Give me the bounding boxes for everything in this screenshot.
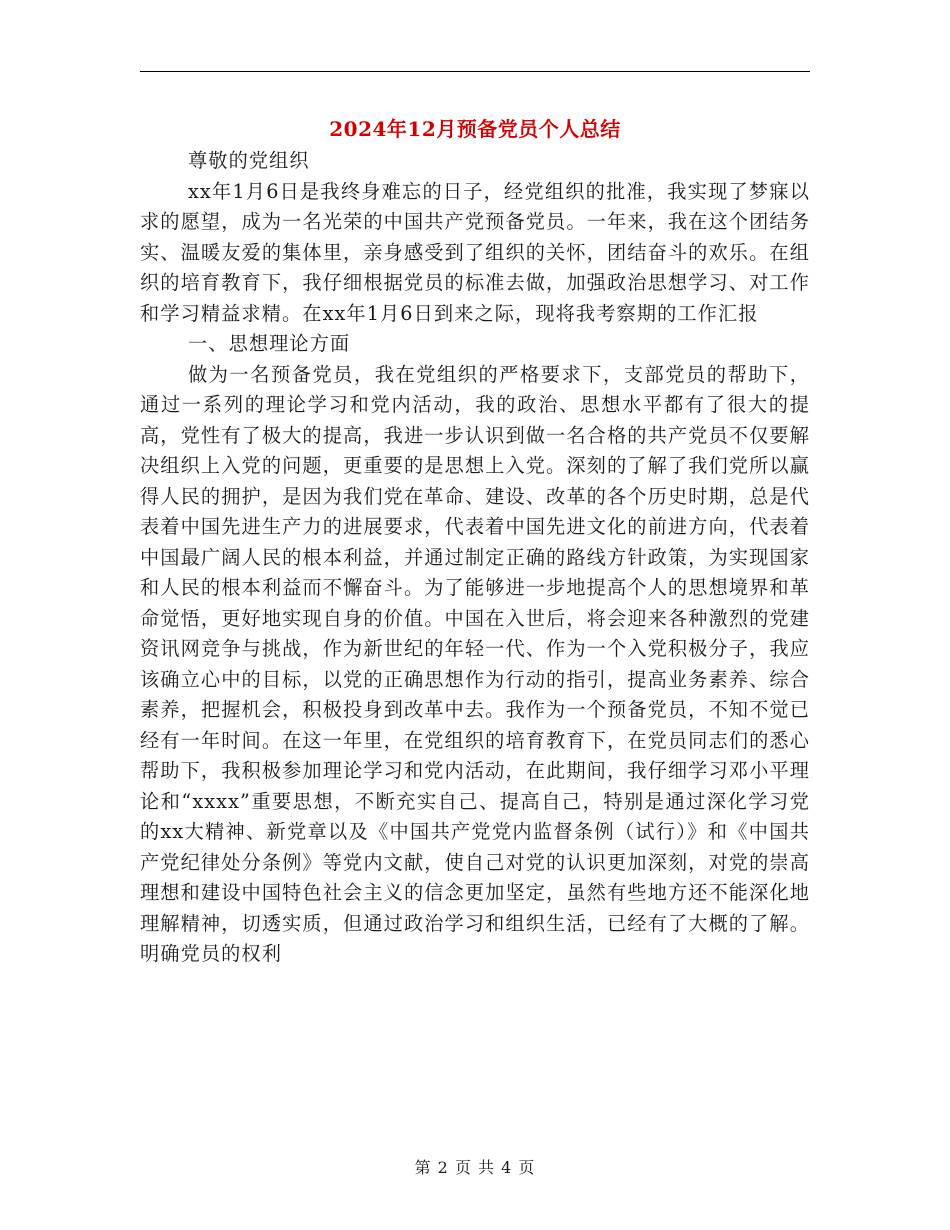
salutation: 尊敬的党组织 [188,149,310,172]
document-title: 2024年12月预备党员个人总结 [329,117,621,141]
header-rule [140,71,810,72]
section-heading: 一、思想理论方面 [188,332,351,355]
body-paragraph: 做为一名预备党员，我在党组织的严格要求下，支部党员的帮助下，通过一系列的理论学习和党内活动，我的政治、思想水平都有了很大的提高，党性有了极大的提高，我进一步认识到做一名合格的共产党员不仅要解决组织上入党的问题，更重要的是思想上入党。深刻的了解了我们党所以赢得人民的拥护，是因为我们党在革命、建设、改革的各个历史时期，总是代表着中国先进生产力的进展要求，代表着中国先进文化的前进方向，代表着中国最广阔人民的根本利益，并通过制定正确的路线方针政策，为实现国家和人民的根本利益而不懈奋斗。为了能够进一步地提高个人的思想境界和革命觉悟，更好地实现自身的价值。中国在入世后，将会迎来各种激烈的党建资讯网竞争与挑战，作为新世纪的年轻一代、作为一个入党积极分子，我应该确立心中的目标，以党的正确思想作为行动的指引，提高业务素养、综合素养，把握机会，积极投身到改革中去。我作为一个预备党员，不知不觉已经有一年时间。在这一年里，在党组织的培育教育下，在党员同志们的悉心帮助下，我积极参加理论学习和党内活动，在此期间，我仔细学习邓小平理论和“xxxx”重要思想，不断充实自己、提高自己，特别是通过深化学习党的xx大精神、新党章以及《中国共产党党内监督条例（试行）》和《中国共产党纪律处分条例》等党内文献，使自己对党的认识更加深刻，对党的崇高理想和建设中国特色社会主义的信念更加坚定，虽然有些地方还不能深化地理解精神，切透实质，但通过政治学习和组织生活，已经有了大概的了解。明确党员的权利 [140,362,810,965]
document-body [140,146,810,970]
page-number: 第 2 页 共 4 页 [414,1158,536,1177]
intro-paragraph: xx年1月6日是我终身难忘的日子，经党组织的批准，我实现了梦寐以求的愿望，成为一名光荣的中国共产党预备党员。一年来，我在这个团结务实、温暖友爱的集体里，亲身感受到了组织的关怀，团结奋斗的欢乐。在组织的培育教育下，我仔细根据党员的标准去做，加强政治思想学习、对工作和学习精益求精。在xx年1月6日到来之际，现将我考察期的工作汇报 [140,179,810,325]
